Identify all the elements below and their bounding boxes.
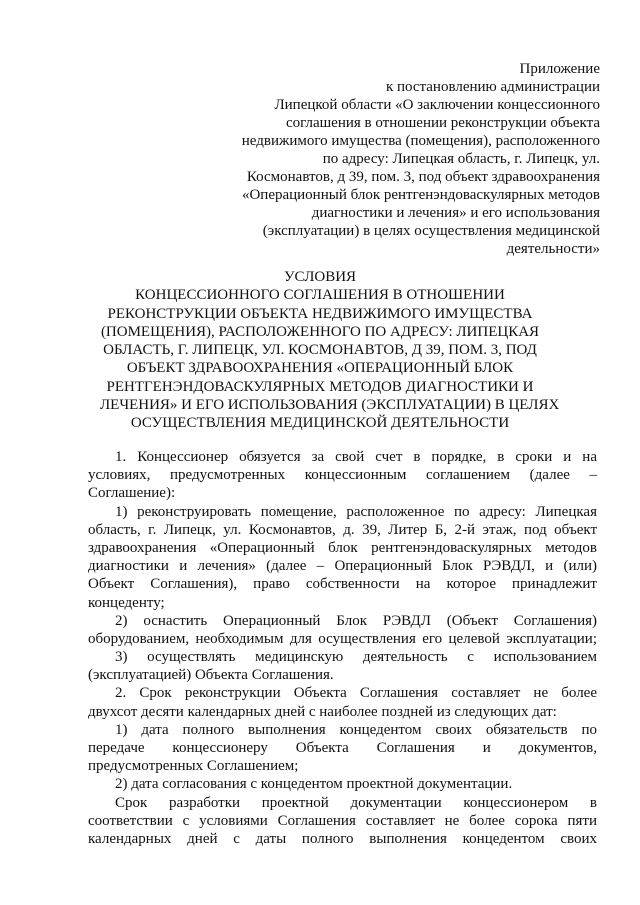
appendix-line: по адресу: Липецкая область, г. Липецк, ул. bbox=[322, 151, 600, 167]
body-line: область, г. Липецк, ул. Космонавтов, д. 39, Литер Б, 2-й этаж, под объект bbox=[88, 521, 597, 538]
appendix-line: (эксплуатации) в целях осуществления медицинской bbox=[262, 223, 600, 239]
title-line: ЛЕЧЕНИЯ» И ЕГО ИСПОЛЬЗОВАНИЯ (ЭКСПЛУАТАЦИИ) В ЦЕЛЯХ bbox=[100, 397, 560, 414]
body-line: 2) оснастить Операционный Блок РЭВДЛ (Объект Соглашения) bbox=[115, 612, 597, 629]
title-line: РЕКОНСТРУКЦИИ ОБЪЕКТА НЕДВИЖИМОГО ИМУЩЕСТВА bbox=[107, 305, 533, 322]
appendix-header bbox=[220, 60, 600, 258]
appendix-line: соглашения в отношении реконструкции объекта bbox=[285, 115, 600, 131]
title-line: ОБЪЕКТ ЗДРАВООХРАНЕНИЯ «ОПЕРАЦИОННЫЙ БЛОК bbox=[126, 360, 514, 377]
title-line: КОНЦЕССИОННОГО СОГЛАШЕНИЯ В ОТНОШЕНИИ bbox=[135, 287, 505, 304]
document-body bbox=[88, 448, 597, 848]
body-line: Срок разработки проектной документации концессионером в bbox=[115, 794, 597, 811]
body-line: Объект Соглашения), право собственности на которое принадлежит bbox=[88, 576, 597, 593]
body-line: 1. Концессионер обязуется за свой счет в порядке, в сроки и на bbox=[115, 449, 597, 465]
body-line: здравоохранения «Операционный блок рентгенэндоваскулярных методов bbox=[88, 539, 597, 556]
appendix-line: диагностики и лечения» и его использования bbox=[311, 205, 600, 221]
body-line: предусмотренных Соглашением; bbox=[88, 758, 299, 775]
appendix-line: Приложение bbox=[519, 61, 600, 77]
body-line: двухсот десяти календарных дней с наиболее поздней из следующих дат: bbox=[88, 703, 557, 720]
body-line: условиях, предусмотренных концессионным соглашением (далее – bbox=[88, 467, 597, 484]
title-line: (ПОМЕЩЕНИЯ), РАСПОЛОЖЕННОГО ПО АДРЕСУ: ЛИПЕЦКАЯ bbox=[100, 323, 540, 340]
document-title bbox=[100, 268, 560, 433]
body-line: концеденту; bbox=[88, 594, 165, 611]
body-line: диагностики и лечения» (далее – Операционный Блок РЭВДЛ, и (или) bbox=[88, 558, 597, 575]
body-line: 1) реконструировать помещение, расположенное по адресу: Липецкая bbox=[115, 503, 597, 520]
body-line: оборудованием, необходимым для осуществления его целевой эксплуатации; bbox=[88, 630, 597, 647]
appendix-line: недвижимого имущества (помещения), расположенного bbox=[241, 133, 600, 149]
title-line: УСЛОВИЯ bbox=[283, 269, 357, 285]
body-line: календарных дней с даты полного выполнения концедентом своих bbox=[88, 830, 597, 847]
title-line: РЕНТГЕНЭНДОВАСКУЛЯРНЫХ МЕТОДОВ ДИАГНОСТИКИ И bbox=[106, 378, 534, 395]
body-line: 2. Срок реконструкции Объекта Соглашения составляет не более bbox=[115, 685, 597, 702]
title-line: ОБЛАСТЬ, Г. ЛИПЕЦК, УЛ. КОСМОНАВТОВ, Д 39, ПОМ. 3, ПОД bbox=[103, 342, 537, 359]
body-line: 2) дата согласования с концедентом проектной документации. bbox=[115, 776, 513, 793]
body-line: соответствии с условиями Соглашения составляет не более сорока пяти bbox=[88, 812, 597, 829]
appendix-line: Липецкой области «О заключении концессионного bbox=[274, 97, 600, 113]
body-line: 3) осуществлять медицинскую деятельность с использованием bbox=[115, 649, 597, 666]
appendix-line: Космонавтов, д 39, пом. 3, под объект здравоохранения bbox=[246, 169, 600, 185]
appendix-line: к постановлению администрации bbox=[385, 79, 600, 95]
body-line: 1) дата полного выполнения концедентом своих обязательств по bbox=[115, 721, 597, 738]
title-line: ОСУЩЕСТВЛЕНИЯ МЕДИЦИНСКОЙ ДЕЯТЕЛЬНОСТИ bbox=[130, 415, 510, 432]
body-line: Соглашение): bbox=[88, 485, 176, 502]
appendix-line: «Операционный блок рентгенэндоваскулярных методов bbox=[241, 187, 600, 203]
body-line: передаче концессионеру Объекта Соглашения и документов, bbox=[88, 740, 597, 756]
body-line: (эксплуатацией) Объекта Соглашения. bbox=[88, 667, 334, 684]
appendix-line: деятельности» bbox=[506, 241, 600, 257]
